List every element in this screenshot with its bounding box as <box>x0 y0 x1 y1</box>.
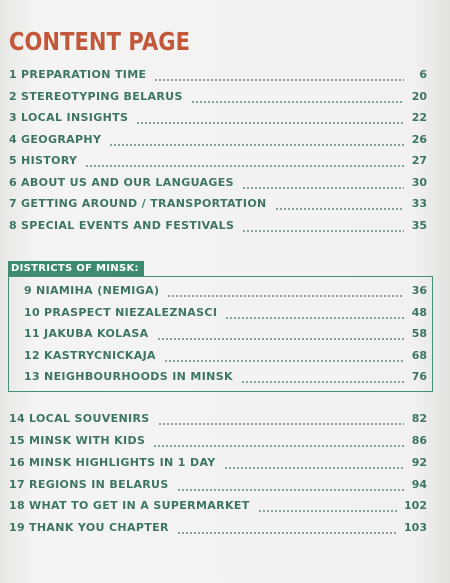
toc-entry-page: 22 <box>411 111 427 124</box>
district-entry-10 <box>24 305 427 321</box>
toc-entry-18 <box>9 498 427 514</box>
toc-entry-number: 18 <box>9 499 26 512</box>
toc-entry-page: 68 <box>411 349 427 362</box>
toc-entry-7 <box>9 196 427 212</box>
toc-entry-page: 20 <box>411 90 427 103</box>
leader-dots <box>109 132 404 148</box>
toc-entry-17 <box>9 477 427 493</box>
toc-entry-label: JAKUBA KOLASA <box>44 327 149 340</box>
toc-entry-label: HISTORY <box>21 154 78 167</box>
toc-entry-2 <box>9 89 427 105</box>
district-entry-11 <box>24 326 427 342</box>
toc-entry-page: 30 <box>411 176 427 189</box>
toc-entry-15 <box>9 433 427 449</box>
toc-entry-label: GETTING AROUND / TRANSPORTATION <box>21 197 267 210</box>
toc-entry-number: 1 <box>9 68 18 81</box>
toc-entry-page: 6 <box>419 68 427 81</box>
toc-entry-19 <box>9 520 427 536</box>
district-entry-9 <box>24 283 427 299</box>
toc-entry-page: 36 <box>411 284 427 297</box>
page-title: CONTENT PAGE <box>9 27 191 56</box>
leader-dots <box>258 498 397 514</box>
toc-entry-label: KASTRYCNICKAJA <box>44 349 156 362</box>
toc-entry-16 <box>9 455 427 471</box>
toc-entry-number: 12 <box>24 349 41 362</box>
toc-entry-number: 15 <box>9 434 26 447</box>
toc-entry-label: LOCAL INSIGHTS <box>21 111 129 124</box>
toc-entry-number: 7 <box>9 197 18 210</box>
leader-dots <box>191 89 404 105</box>
toc-entry-3 <box>9 110 427 126</box>
toc-entry-number: 6 <box>9 176 18 189</box>
toc-entry-page: 27 <box>411 154 427 167</box>
leader-dots <box>85 153 404 169</box>
toc-entry-number: 11 <box>24 327 41 340</box>
leader-dots <box>177 477 404 493</box>
district-entry-12 <box>24 348 427 364</box>
toc-entry-6 <box>9 175 427 191</box>
toc-entry-4 <box>9 132 427 148</box>
toc-entry-page: 26 <box>411 133 427 146</box>
toc-entry-label: STEREOTYPING BELARUS <box>21 90 183 103</box>
toc-entry-number: 13 <box>24 370 41 383</box>
toc-entry-page: 33 <box>411 197 427 210</box>
toc-entry-label: LOCAL SOUVENIRS <box>29 412 150 425</box>
leader-dots <box>136 110 404 126</box>
toc-entry-page: 35 <box>411 219 427 232</box>
toc-entry-number: 16 <box>9 456 26 469</box>
leader-dots <box>241 369 404 385</box>
toc-entry-14 <box>9 411 427 427</box>
leader-dots <box>153 433 404 449</box>
toc-entry-page: 103 <box>404 521 427 534</box>
leader-dots <box>224 455 404 471</box>
leader-dots <box>242 175 404 191</box>
toc-entry-page: 86 <box>411 434 427 447</box>
toc-entry-label: MINSK WITH KIDS <box>29 434 146 447</box>
toc-entry-number: 2 <box>9 90 18 103</box>
toc-entry-label: PREPARATION TIME <box>21 68 147 81</box>
districts-heading: DISTRICTS OF MINSK: <box>8 261 144 276</box>
toc-entry-label: SPECIAL EVENTS AND FESTIVALS <box>21 219 235 232</box>
toc-entry-label: ABOUT US AND OUR LANGUAGES <box>21 176 234 189</box>
toc-entry-page: 76 <box>411 370 427 383</box>
toc-entry-label: GEOGRAPHY <box>21 133 102 146</box>
toc-entry-8 <box>9 218 427 234</box>
leader-dots <box>164 348 404 364</box>
toc-entry-number: 5 <box>9 154 18 167</box>
toc-entry-page: 48 <box>411 306 427 319</box>
toc-entry-number: 3 <box>9 111 18 124</box>
leader-dots <box>177 520 397 536</box>
leader-dots <box>225 305 404 321</box>
toc-entry-number: 17 <box>9 478 26 491</box>
leader-dots <box>158 411 404 427</box>
toc-entry-page: 58 <box>411 327 427 340</box>
toc-entry-number: 10 <box>24 306 41 319</box>
toc-entry-page: 82 <box>411 412 427 425</box>
toc-entry-page: 102 <box>404 499 427 512</box>
district-entry-13 <box>24 369 427 385</box>
toc-entry-label: REGIONS IN BELARUS <box>29 478 169 491</box>
leader-dots <box>242 218 404 234</box>
toc-entry-label: MINSK HIGHLIGHTS IN 1 DAY <box>29 456 216 469</box>
toc-entry-label: NEIGHBOURHOODS IN MINSK <box>44 370 233 383</box>
toc-entry-number: 9 <box>24 284 33 297</box>
leader-dots <box>154 67 404 83</box>
leader-dots <box>157 326 404 342</box>
toc-entry-number: 8 <box>9 219 18 232</box>
toc-entry-label: PRASPECT NIEZALEZNASCI <box>44 306 218 319</box>
toc-entry-number: 19 <box>9 521 26 534</box>
leader-dots <box>167 283 404 299</box>
toc-entry-5 <box>9 153 427 169</box>
toc-entry-number: 4 <box>9 133 18 146</box>
toc-entry-label: WHAT TO GET IN A SUPERMARKET <box>29 499 250 512</box>
toc-entry-label: NIAMIHA (NEMIGA) <box>36 284 160 297</box>
toc-entry-page: 94 <box>411 478 427 491</box>
toc-entry-number: 14 <box>9 412 26 425</box>
toc-entry-label: THANK YOU CHAPTER <box>29 521 169 534</box>
toc-entry-1 <box>9 67 427 83</box>
leader-dots <box>275 196 404 212</box>
toc-entry-page: 92 <box>411 456 427 469</box>
